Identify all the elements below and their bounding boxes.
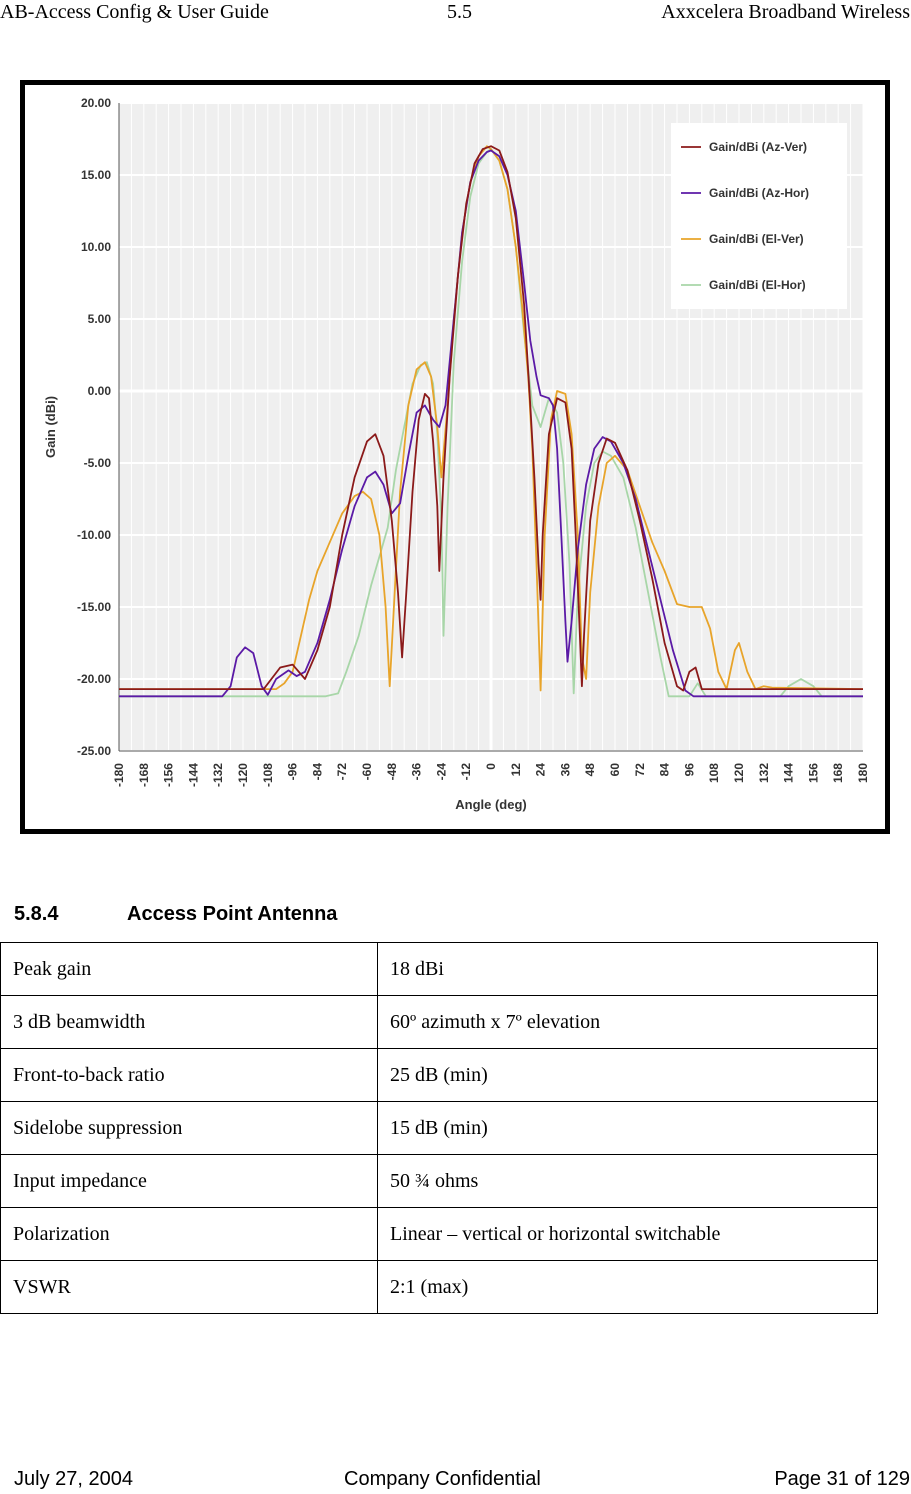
- x-tick-label: -144: [186, 763, 201, 788]
- x-tick-label: 24: [533, 763, 548, 777]
- x-tick-label: 48: [583, 763, 598, 777]
- x-tick-label: 108: [707, 763, 722, 784]
- y-tick-label: 5.00: [87, 312, 111, 326]
- x-tick-label: -120: [236, 763, 250, 788]
- x-tick-label: -24: [434, 763, 449, 781]
- table-row: [1, 996, 878, 1049]
- table-row: [1, 1261, 878, 1314]
- y-tick-label: 0.00: [87, 384, 111, 398]
- x-tick-label: -36: [409, 763, 424, 781]
- spec-value: 60º azimuth x 7º elevation: [378, 996, 878, 1049]
- y-tick-label: -15.00: [76, 600, 111, 614]
- spec-label: Front-to-back ratio: [1, 1049, 378, 1102]
- x-tick-label: 36: [558, 763, 573, 777]
- x-tick-label: 180: [856, 763, 870, 784]
- spec-label: Sidelobe suppression: [1, 1102, 378, 1155]
- x-tick-label: -72: [335, 763, 350, 781]
- spec-label: Polarization: [1, 1208, 378, 1261]
- antenna-spec-table: [0, 942, 878, 1314]
- y-tick-label: -20.00: [76, 672, 111, 686]
- x-tick-label: -132: [211, 763, 226, 788]
- x-tick-label: 156: [806, 763, 821, 784]
- x-tick-label: 0: [484, 763, 498, 770]
- x-tick-label: -84: [310, 763, 325, 781]
- header-company: Axxcelera Broadband Wireless: [661, 1, 910, 23]
- x-tick-label: 120: [732, 763, 746, 784]
- x-tick-label: 168: [831, 763, 846, 784]
- x-tick-label: -156: [161, 763, 176, 788]
- table-row: [1, 943, 878, 996]
- spec-value: 25 dB (min): [378, 1049, 878, 1102]
- spec-label: 3 dB beamwidth: [1, 996, 378, 1049]
- table-row: [1, 1049, 878, 1102]
- x-tick-label: 84: [657, 763, 672, 777]
- table-row: [1, 1208, 878, 1261]
- x-tick-label: 96: [682, 763, 697, 777]
- header-doc-title: AB-Access Config & User Guide: [0, 1, 269, 23]
- table-row: [1, 1102, 878, 1155]
- x-tick-label: 132: [756, 763, 771, 784]
- x-tick-label: -48: [384, 763, 399, 781]
- y-tick-label: 20.00: [80, 96, 111, 110]
- x-tick-label: -168: [136, 763, 151, 788]
- antenna-pattern-chart: [20, 80, 890, 834]
- spec-value: 2:1 (max): [378, 1261, 878, 1314]
- footer-page-number: Page 31 of 129: [774, 1468, 910, 1490]
- spec-value: 18 dBi: [378, 943, 878, 996]
- x-tick-label: -60: [360, 763, 374, 781]
- spec-label: Input impedance: [1, 1155, 378, 1208]
- footer-confidential: Company Confidential: [344, 1468, 541, 1490]
- y-axis-label: Gain (dBi): [43, 395, 58, 459]
- x-axis-label: Angle (deg): [455, 797, 527, 812]
- spec-label: Peak gain: [1, 943, 378, 996]
- y-tick-label: 15.00: [80, 168, 111, 182]
- table-row: [1, 1155, 878, 1208]
- legend-label: Gain/dBi (El-Hor): [709, 278, 806, 292]
- legend-label: Gain/dBi (El-Ver): [709, 232, 804, 246]
- y-tick-label: -10.00: [76, 528, 111, 542]
- spec-value: 50 ¾ ohms: [378, 1155, 878, 1208]
- legend-label: Gain/dBi (Az-Ver): [709, 140, 808, 154]
- legend-label: Gain/dBi (Az-Hor): [709, 186, 809, 200]
- page-header: [0, 0, 911, 24]
- x-tick-label: 144: [781, 763, 796, 784]
- x-tick-label: -180: [112, 763, 126, 788]
- spec-value: 15 dB (min): [378, 1102, 878, 1155]
- x-tick-label: -108: [260, 763, 275, 788]
- section-number: 5.8.4: [14, 903, 59, 925]
- x-tick-label: -12: [459, 763, 474, 781]
- footer-date: July 27, 2004: [14, 1468, 133, 1490]
- y-tick-label: -25.00: [76, 744, 111, 758]
- spec-value: Linear – vertical or horizontal switchable: [378, 1208, 878, 1261]
- x-tick-label: 12: [508, 763, 523, 777]
- x-tick-label: 72: [632, 763, 647, 777]
- y-tick-label: -5.00: [83, 456, 111, 470]
- x-tick-label: -96: [285, 763, 300, 781]
- spec-label: VSWR: [1, 1261, 378, 1314]
- x-tick-label: 60: [608, 763, 622, 777]
- y-tick-label: 10.00: [80, 240, 111, 254]
- section-heading: [14, 903, 337, 926]
- header-version: 5.5: [447, 1, 472, 23]
- section-title: Access Point Antenna: [127, 903, 338, 925]
- chart-svg: [25, 85, 885, 829]
